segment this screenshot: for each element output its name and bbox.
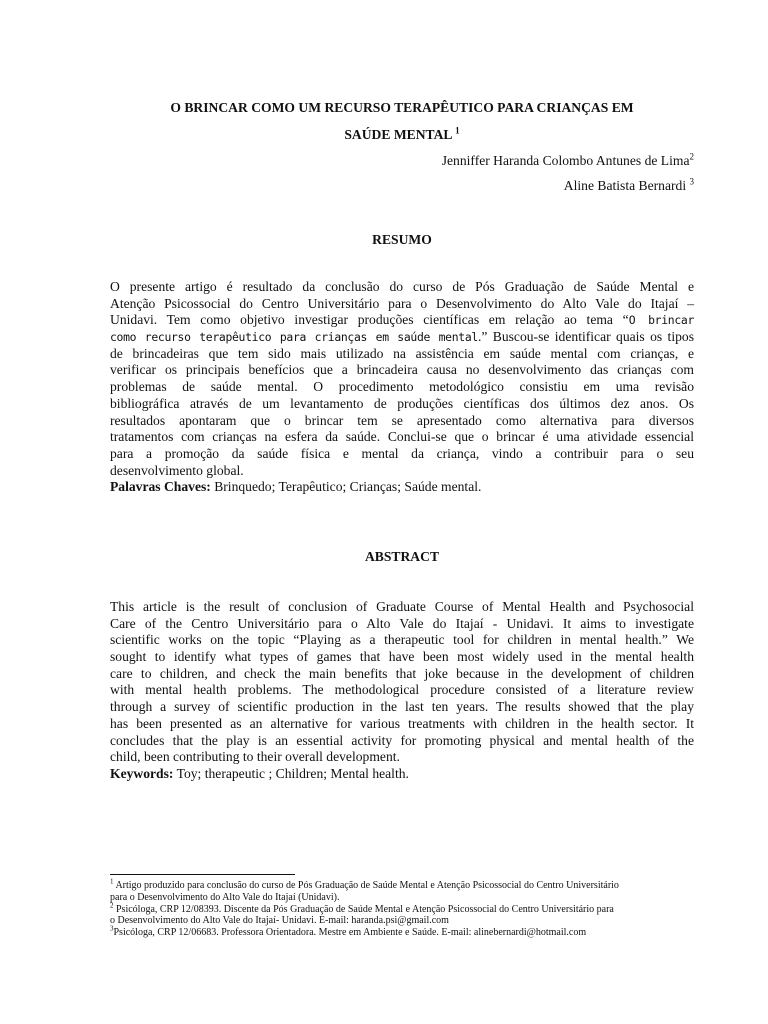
resumo-line: O presente artigo é resultado da conclusão do curso de Pós Graduação de Saúde Mental e	[110, 279, 694, 294]
footnote-1-line-1	[110, 877, 700, 892]
abstract-line: concludes that the play is an essential activity for promoting physical and mental health of the	[110, 732, 694, 748]
abstract-line: sought to identify what types of games that have been most widely used in the mental health	[110, 649, 694, 665]
footnote-divider	[110, 874, 295, 875]
footnote-2-text-1: Psicóloga, CRP 12/08393. Discente da Pós Graduação de Saúde Mental e Atenção Psicossocial do Centro Universitário para	[116, 903, 614, 915]
resumo-keywords-label: Palavras Chaves:	[110, 479, 211, 495]
title-footnote-marker: 1	[455, 125, 460, 136]
abstract-line: has been presented as an alternative for various treatments with children in the health sector. It	[110, 715, 694, 731]
abstract-keywords	[110, 766, 694, 783]
resumo-keywords-text: Brinquedo; Terapêutico; Crianças; Saúde mental.	[210, 479, 482, 495]
abstract-keywords-label: Keywords:	[110, 765, 174, 781]
resumo-keywords	[110, 479, 694, 496]
footnote-1-marker: 1	[110, 877, 114, 886]
resumo-line: tratamentos com crianças na esfera da saúde. Conclui-se que o brincar é uma atividade essencial	[110, 429, 694, 445]
abstract-heading: ABSTRACT	[364, 549, 440, 564]
abstract-line: with mental health problems. The methodological procedure consisted of a literature review	[110, 682, 694, 698]
resumo-line	[110, 329, 694, 346]
footnote-2-marker: 2	[110, 901, 114, 910]
resumo-line: de brincadeiras que tem sido mais utilizado na assistência em saúde mental com crianças, e	[110, 345, 694, 361]
resumo-line: desenvolvimento global.	[110, 462, 244, 478]
abstract-line: Care of the Centro Universitário para o Alto Vale do Itajaí - Unidavi. It aims to investigate	[110, 615, 694, 631]
abstract-line: through a survey of scientific production in the last ten years. The results showed that the play	[110, 699, 694, 715]
footnote-3-text-1: Psicóloga, CRP 12/06683. Professora Orientadora. Mestre em Ambiente e Saúde. E-mail: alinebernardi@hotmail.com	[113, 927, 587, 939]
paper-title-line-2	[110, 126, 694, 143]
paper-title-text-1: O BRINCAR COMO UM RECURSO TERAPÊUTICO PARA CRIANÇAS EM	[170, 100, 634, 115]
resumo-line: para a promoção da saúde física e mental da criança, vindo a contribuir para o seu	[110, 445, 694, 461]
resumo-line: problemas de saúde mental. O procedimento metodológico consistiu em uma revisão	[110, 379, 694, 395]
resumo-line-3-mono: O brincar	[628, 313, 694, 328]
resumo-line-4-mono: como recurso terapêutico para crianças em saúde mental	[110, 330, 478, 345]
resumo-line: verificar os principais benefícios que a brincadeira causa no desenvolvimento das crianças com	[110, 362, 694, 378]
resumo-line: Atenção Psicossocial do Centro Universitário para o Desenvolvimento do Alto Vale do Itajaí –	[110, 295, 694, 311]
abstract-paragraph	[110, 599, 694, 783]
resumo-paragraph	[110, 279, 694, 496]
author-2	[564, 177, 694, 194]
abstract-line: child, been contributing to their overall development.	[110, 749, 400, 765]
abstract-keywords-text: Toy; therapeutic ; Children; Mental health.	[173, 765, 409, 781]
footnote-1-text-1: Artigo produzido para conclusão do curso de Pós Graduação de Saúde Mental e Atenção Psicossocial do Centro Universitário	[115, 880, 619, 891]
footnote-3-marker: 3	[110, 924, 114, 933]
resumo-line: resultados apontaram que o brincar tem se apresentado como alternativa para diversos	[110, 412, 694, 428]
author-1-name: Jenniffer Haranda Colombo Antunes de Lima	[441, 153, 690, 168]
resumo-line-4-tail: .” Buscou-se identificar quais os tipos	[477, 329, 694, 345]
author-2-name: Aline Batista Bernardi	[563, 178, 687, 193]
paper-title-line-1	[110, 99, 694, 116]
footnote-2-line-2: o Desenvolvimento do Alto Vale do Itajaí- Unidavi. E-mail: haranda.psi@gmail.com	[110, 915, 449, 927]
resumo-heading: RESUMO	[372, 232, 432, 247]
footnote-3-line-1	[110, 924, 700, 939]
footnote-1-line-2: para o Desenvolvimento do Alto Vale do Itajaí (Unidavi).	[110, 891, 340, 903]
resumo-line: bibliográfica através de um levantamento de produções científicas dos últimos dez anos. Os	[110, 395, 694, 411]
resumo-line	[110, 312, 694, 329]
author-2-footnote-marker: 3	[689, 176, 694, 187]
footnotes	[110, 877, 700, 939]
resumo-line-3-text: Unidavi. Tem como objetivo investigar produções científicas em relação ao tema “	[110, 312, 629, 328]
author-1-footnote-marker: 2	[689, 151, 694, 162]
paper-title-text-2: SAÚDE MENTAL	[344, 127, 452, 142]
author-1	[442, 152, 694, 169]
footnote-2-line-1	[110, 901, 700, 916]
abstract-line: This article is the result of conclusion of Graduate Course of Mental Health and Psychosocial	[110, 599, 694, 614]
abstract-line: scientific works on the topic “Playing as a therapeutic tool for children in mental health.” We	[110, 632, 694, 648]
abstract-line: care to children, and check the main benefits that joke because in the development of children	[110, 665, 694, 681]
